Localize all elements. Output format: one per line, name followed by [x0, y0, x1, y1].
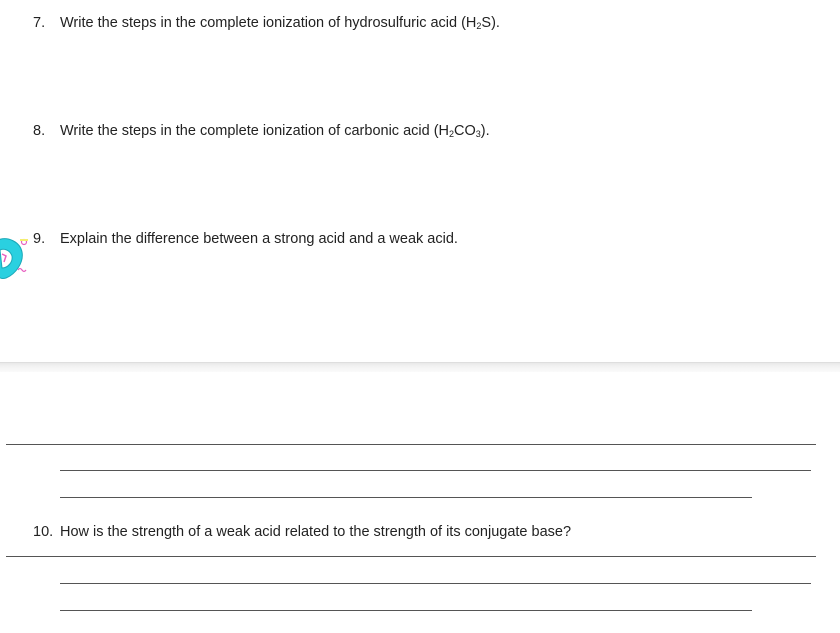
question-8: [33, 122, 490, 140]
question-text: CO: [454, 123, 476, 139]
page-break: [0, 362, 840, 372]
question-number: 10.: [33, 524, 54, 540]
subscript: 2: [449, 129, 455, 139]
question-text: How is the strength of a weak acid related to the strength of its conjugate base?: [60, 524, 572, 540]
question-number: 8.: [33, 123, 46, 139]
question-10: [33, 523, 571, 541]
question-number: 9.: [33, 231, 46, 247]
answer-line[interactable]: [60, 470, 811, 471]
question-text: Write the steps in the complete ionization of hydrosulfuric acid (H: [60, 15, 477, 31]
decorative-sticker-icon: [0, 230, 34, 284]
answer-line[interactable]: [6, 556, 816, 557]
question-text: ).: [480, 123, 490, 139]
question-7: [33, 14, 500, 32]
question-9: [33, 230, 458, 248]
subscript: 2: [476, 21, 482, 31]
question-number: 7.: [33, 15, 46, 31]
answer-line[interactable]: [6, 444, 816, 445]
answer-line[interactable]: [60, 583, 811, 584]
question-text: S).: [481, 15, 500, 31]
question-text: Write the steps in the complete ionization of carbonic acid (H: [60, 123, 450, 139]
answer-line[interactable]: [60, 497, 752, 498]
subscript: 3: [475, 129, 481, 139]
question-text: Explain the difference between a strong acid and a weak acid.: [60, 231, 458, 247]
answer-line[interactable]: [60, 610, 752, 611]
